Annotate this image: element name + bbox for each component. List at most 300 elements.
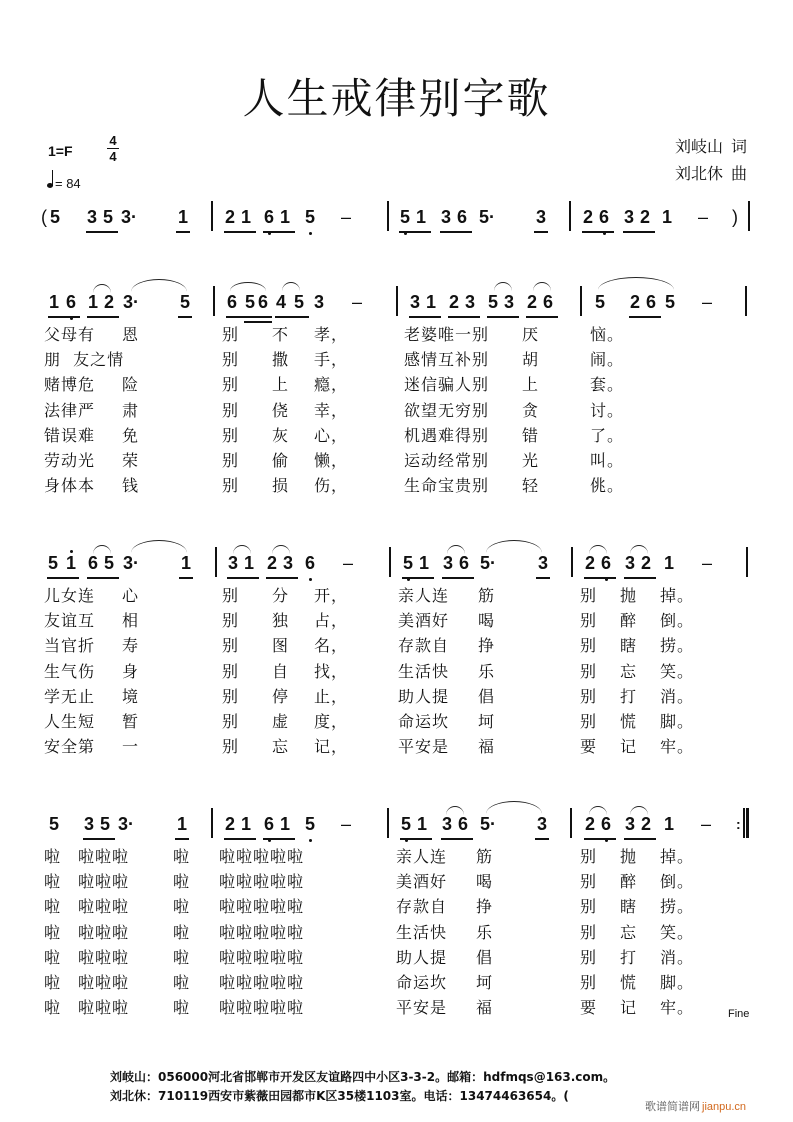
lyric-row: [0, 869, 793, 894]
lyric-word: 别: [222, 375, 240, 395]
time-signature: [106, 133, 120, 164]
beam: [263, 838, 295, 840]
beam: [448, 316, 480, 318]
quarter-note-icon: [47, 183, 53, 188]
lyric-word: 助人提: [396, 947, 448, 967]
site-watermark: [645, 1098, 746, 1114]
lyric-word: 占，: [314, 611, 349, 631]
lyric-word: 别: [580, 711, 598, 731]
lyric-word: 亲人连: [398, 586, 450, 605]
note: 6: [258, 292, 269, 312]
beam: [47, 577, 79, 579]
note: 3: [87, 207, 98, 227]
watermark-text: 歌谱简谱网: [645, 1100, 700, 1113]
lyric-word: 分: [272, 586, 290, 605]
lyric-word: 脚。: [660, 972, 695, 992]
barline: [396, 286, 398, 316]
watermark-domain: jianpu.cn: [702, 1101, 747, 1113]
lyric-word: 掉。: [660, 847, 695, 866]
barline: [389, 547, 391, 577]
lyric-word: 寿: [122, 636, 140, 656]
lyric-word: 啦: [173, 897, 191, 917]
lyric-word: 啦啦啦: [78, 847, 130, 866]
note: 3: [465, 292, 476, 312]
note: 6: [646, 292, 657, 312]
note: 3: [228, 553, 239, 573]
beam: [86, 231, 118, 233]
sustain-dash: –: [701, 814, 712, 834]
lyric-word: 打: [620, 947, 638, 967]
note: 3: [624, 207, 635, 227]
note: 5·: [479, 207, 496, 227]
beam: [623, 231, 655, 233]
lyric-word: 啦啦啦啦啦: [219, 897, 305, 917]
lyric-word: 别: [222, 325, 240, 344]
lyric-word: 别: [580, 586, 598, 605]
note: 6: [601, 553, 612, 573]
lyric-word: 啦啦啦啦啦: [219, 872, 305, 892]
lyric-word: 别: [580, 611, 598, 631]
beam: [224, 838, 256, 840]
note: 3: [442, 814, 453, 834]
lyric-word: 倡: [478, 686, 496, 706]
note: 3: [84, 814, 95, 834]
note: 3·: [123, 553, 140, 573]
barline: [387, 201, 389, 231]
lyric-word: 人生短: [44, 711, 96, 731]
lyric-row: [0, 970, 793, 995]
note: 6: [458, 814, 469, 834]
beam: [400, 838, 432, 840]
lyric-word: 掉。: [660, 586, 695, 605]
note: 2: [267, 553, 278, 573]
lyric-word: 啦: [44, 847, 62, 866]
lyric-word: 别: [222, 350, 240, 370]
beam: [179, 577, 193, 579]
lyric-row: [0, 473, 793, 498]
lyric-row: [0, 322, 793, 347]
note: 3: [443, 553, 454, 573]
lyric-word: 啦: [44, 922, 62, 942]
lyric-row: [0, 423, 793, 448]
lyric-word: 别: [580, 922, 598, 942]
lyric-word: 要: [580, 737, 598, 757]
lyric-word: 老婆唯一别: [404, 325, 490, 344]
lyric-word: 挣: [476, 897, 494, 917]
lyric-word: 心: [122, 586, 140, 605]
beam: [584, 577, 616, 579]
note: 4: [276, 292, 287, 312]
lyric-row: [0, 583, 793, 608]
beam: [624, 577, 656, 579]
lyric-word: 恩: [122, 325, 140, 344]
lyrics-block-verse-2: [0, 583, 793, 759]
fine-marking: Fine: [728, 1008, 750, 1020]
repeat-barline-thin: [743, 808, 745, 838]
barline: [580, 286, 582, 316]
lyric-row: [0, 659, 793, 684]
beam: [536, 577, 550, 579]
lyric-word: 美酒好: [398, 611, 450, 631]
beam: [441, 838, 473, 840]
note: 5: [595, 292, 606, 312]
lyric-word: 啦啦啦: [78, 897, 130, 917]
repeat-dots: :: [736, 816, 741, 832]
lyric-word: 别: [222, 425, 240, 445]
lyric-word: 啦啦啦: [78, 972, 130, 992]
beam: [48, 316, 80, 318]
lyric-row: [0, 633, 793, 658]
lyric-word: 孝，: [314, 325, 349, 344]
lyric-word: 别: [580, 636, 598, 656]
lyric-word: 别: [222, 661, 240, 681]
note: 5: [48, 553, 59, 573]
lyric-word: 啦啦啦: [78, 998, 130, 1018]
note: 6: [264, 207, 275, 227]
note: 2: [104, 292, 115, 312]
lyric-word: 抛: [620, 586, 638, 605]
composer-name: 刘北休: [674, 164, 723, 183]
lyric-word: 生命宝贵别: [404, 476, 490, 496]
note: 3: [538, 553, 549, 573]
note: 1: [66, 553, 77, 573]
beam: [535, 838, 549, 840]
lyric-word: 别: [222, 450, 240, 470]
note: 3·: [121, 207, 138, 227]
lyric-word: 筋: [478, 586, 496, 605]
note: 1: [241, 814, 252, 834]
lyric-word: 慌: [620, 972, 638, 992]
lyric-word: 挣: [478, 636, 496, 656]
slur: [533, 282, 551, 291]
lyric-word: 啦: [173, 972, 191, 992]
note: 2: [641, 553, 652, 573]
lyric-word: 侥: [272, 400, 290, 420]
note: 2: [583, 207, 594, 227]
lyric-word: 安全第: [44, 737, 96, 757]
lyric-word: 讨。: [590, 400, 625, 420]
lyric-word: 暂: [122, 711, 140, 731]
lyric-row: [0, 448, 793, 473]
lyric-word: 啦: [173, 947, 191, 967]
lyric-word: 助人提: [398, 686, 450, 706]
note: 2: [585, 814, 596, 834]
lyric-word: 别: [580, 897, 598, 917]
lyric-word: 懒，: [314, 450, 349, 470]
lyric-word: 捞。: [660, 636, 695, 656]
lyric-word: 闹。: [590, 350, 625, 370]
note: 1: [181, 553, 192, 573]
lyric-word: 欲望无穷别: [404, 400, 490, 420]
lyric-word: 别: [222, 737, 240, 757]
lyric-word: 胡: [522, 350, 540, 370]
beam: [582, 231, 614, 233]
lyric-word: 停: [272, 686, 290, 706]
lyric-word: 脚。: [660, 711, 695, 731]
lyric-word: 图: [272, 636, 290, 656]
beam: [409, 316, 441, 318]
note: 3: [504, 292, 515, 312]
lyric-word: 别: [580, 972, 598, 992]
note: 1: [280, 207, 291, 227]
note: 5: [50, 207, 61, 227]
lyric-word: 捞。: [660, 897, 695, 917]
lyrics-block-chorus: [0, 844, 793, 1020]
lyric-row: [0, 920, 793, 945]
beam: [178, 316, 192, 318]
lyric-word: 啦: [44, 972, 62, 992]
lyric-word: 免: [122, 425, 140, 445]
note: 3: [625, 553, 636, 573]
lyric-word: 福: [476, 998, 494, 1018]
lyric-word: 厌: [522, 325, 540, 344]
note: 5·: [480, 814, 497, 834]
tie: [486, 801, 542, 814]
note: 5: [403, 553, 414, 573]
lyric-word: 佻。: [590, 476, 625, 496]
lyric-word: 瘾，: [314, 375, 349, 395]
lyric-word: 消。: [660, 686, 695, 706]
lyric-row: [0, 894, 793, 919]
lyric-row: [0, 372, 793, 397]
note: 6: [543, 292, 554, 312]
beam: [399, 231, 431, 233]
note: 5: [245, 292, 256, 312]
note: 3: [314, 292, 325, 312]
lyricist-contact: 刘岐山：056000河北省邯郸市开发区友谊路四中小区3-3-2。邮箱：hdfmqs@163.com。: [110, 1070, 616, 1084]
lyricist-role: 词: [730, 137, 747, 156]
lyric-word: 错: [522, 425, 540, 445]
note: 6: [601, 814, 612, 834]
lyric-word: 名，: [314, 636, 349, 656]
beam: [442, 577, 474, 579]
note: 5: [305, 207, 316, 227]
credits: [675, 133, 747, 187]
lyric-word: 坷: [478, 711, 496, 731]
beam: [584, 838, 616, 840]
note: 5: [104, 553, 115, 573]
note: 5: [401, 814, 412, 834]
lyric-word: 抛: [620, 847, 638, 866]
slur: [282, 282, 300, 291]
lyric-word: 啦: [173, 922, 191, 942]
lyric-word: 坷: [476, 972, 494, 992]
notation-line-1: [0, 207, 793, 247]
lyric-word: 慌: [620, 711, 638, 731]
barline: [571, 547, 573, 577]
lyric-word: 感情互补别: [404, 350, 490, 370]
lyric-word: 啦: [44, 947, 62, 967]
lyric-word: 醉: [620, 611, 638, 631]
lyric-word: 独: [272, 611, 290, 631]
lyric-word: 荣: [122, 450, 140, 470]
lyric-word: 不: [272, 325, 290, 344]
lyric-word: 啦啦啦: [78, 922, 130, 942]
note: 6: [227, 292, 238, 312]
lyric-word: 啦: [44, 872, 62, 892]
note: 6: [459, 553, 470, 573]
note: 1: [177, 814, 188, 834]
note: 6: [457, 207, 468, 227]
lyric-word: 当官折: [44, 636, 96, 656]
lyric-word: 牢。: [660, 998, 695, 1018]
lyric-word: 啦: [44, 897, 62, 917]
lyric-word: 忘: [620, 922, 638, 942]
beam: [266, 577, 298, 579]
lyric-word: 劳动光: [44, 450, 96, 470]
barline: [570, 808, 572, 838]
song-title: 人生戒律别字歌: [242, 74, 551, 123]
note: 1: [88, 292, 99, 312]
lyric-word: 朋 友之情: [44, 350, 125, 370]
lyric-word: 别: [222, 711, 240, 731]
note: 1: [662, 207, 673, 227]
lyric-word: 美酒好: [396, 872, 448, 892]
lyric-word: 乐: [478, 661, 496, 681]
time-signature-top: 4: [109, 133, 117, 148]
lyric-word: 啦: [173, 847, 191, 866]
lyric-word: 倒。: [660, 872, 695, 892]
lyric-row: [0, 709, 793, 734]
note: 3: [441, 207, 452, 227]
note: 2: [527, 292, 538, 312]
lyric-word: 父母有: [44, 325, 96, 344]
beam: [226, 316, 272, 318]
note: 2: [641, 814, 652, 834]
lyricist-credit: [675, 133, 747, 160]
lyric-word: 友谊互: [44, 611, 96, 631]
lyric-word: 啦: [173, 872, 191, 892]
lyric-word: 一: [122, 737, 140, 757]
composer-credit: [675, 160, 747, 187]
beam: [224, 231, 256, 233]
beam: [227, 577, 259, 579]
lyric-word: 灰: [272, 425, 290, 445]
note: 6: [66, 292, 77, 312]
lyric-word: 福: [478, 737, 496, 757]
note: 1: [241, 207, 252, 227]
lyric-word: 心，: [314, 425, 349, 445]
lyric-word: 醉: [620, 872, 638, 892]
lyric-word: 虚: [272, 711, 290, 731]
lyric-word: 记，: [314, 737, 349, 757]
lyric-word: 命运坎: [398, 711, 450, 731]
lyric-word: 乐: [476, 922, 494, 942]
lyric-word: 错误难: [44, 425, 96, 445]
lyric-word: 上: [272, 375, 290, 395]
lyric-word: 别: [222, 636, 240, 656]
lyricist-name: 刘岐山: [674, 137, 723, 156]
lyric-word: 存款自: [398, 636, 450, 656]
key-signature: 1=F: [48, 143, 73, 159]
lyric-word: 啦: [44, 998, 62, 1018]
lyric-row: [0, 398, 793, 423]
slur: [230, 282, 266, 291]
barline: [215, 547, 217, 577]
lyric-word: 记: [620, 998, 638, 1018]
contact-footer: [110, 1068, 615, 1106]
note: 6: [88, 553, 99, 573]
lyric-word: 生活快: [398, 661, 450, 681]
beam: [87, 316, 119, 318]
repeat-barline-thick: [746, 808, 749, 838]
note: 3: [410, 292, 421, 312]
sustain-dash: –: [702, 553, 713, 573]
lyric-row: [0, 684, 793, 709]
lyric-word: 命运坎: [396, 972, 448, 992]
lyric-word: 境: [122, 686, 140, 706]
lyric-word: 身: [122, 661, 140, 681]
lyric-row: [0, 608, 793, 633]
note: 1: [49, 292, 60, 312]
note: 1: [664, 553, 675, 573]
barline: [211, 808, 213, 838]
beam: [87, 577, 119, 579]
lyric-word: 止，: [314, 686, 349, 706]
note: 3·: [123, 292, 140, 312]
note: 1: [664, 814, 675, 834]
lyric-word: 别: [580, 847, 598, 866]
tie: [131, 279, 187, 292]
lyric-row: [0, 945, 793, 970]
beam: [263, 231, 295, 233]
note: 5: [488, 292, 499, 312]
slur: [494, 282, 512, 291]
note: 5: [103, 207, 114, 227]
sustain-dash: –: [341, 814, 352, 834]
lyric-word: 找，: [314, 661, 349, 681]
lyric-word: 别: [580, 947, 598, 967]
lyric-word: 啦啦啦: [78, 947, 130, 967]
lyric-word: 平安是: [396, 998, 448, 1018]
slur: [598, 277, 674, 290]
lyrics-block-verse-1: [0, 322, 793, 498]
beam: [629, 316, 661, 318]
beam: [624, 838, 656, 840]
beam: [275, 316, 309, 318]
lyric-word: 啦啦啦: [78, 872, 130, 892]
note: 1: [416, 207, 427, 227]
barline: [569, 201, 571, 231]
sustain-dash: –: [698, 207, 709, 227]
lyric-word: 钱: [122, 476, 140, 496]
lyric-word: 儿女连: [44, 586, 96, 605]
note: 1: [419, 553, 430, 573]
lyric-word: 光: [522, 450, 540, 470]
barline: [213, 286, 215, 316]
lyric-word: 轻: [522, 476, 540, 496]
lyric-word: 别: [580, 872, 598, 892]
lyric-word: 打: [620, 686, 638, 706]
lyric-row: [0, 844, 793, 869]
tempo-marking: [47, 176, 81, 191]
lyric-word: 牢。: [660, 737, 695, 757]
beam: [175, 838, 189, 840]
lyric-word: 喝: [476, 872, 494, 892]
note: 3·: [118, 814, 135, 834]
beam: [176, 231, 190, 233]
barline: [211, 201, 213, 231]
beam: [402, 577, 434, 579]
lyric-word: 伤，: [314, 476, 349, 496]
lyric-word: 倡: [476, 947, 494, 967]
lyric-word: 机遇难得别: [404, 425, 490, 445]
lyric-word: 肃: [122, 400, 140, 420]
time-signature-bottom: 4: [109, 149, 117, 164]
lyric-word: 手，: [314, 350, 349, 370]
close-paren: ): [732, 207, 738, 227]
note: 5: [400, 207, 411, 227]
